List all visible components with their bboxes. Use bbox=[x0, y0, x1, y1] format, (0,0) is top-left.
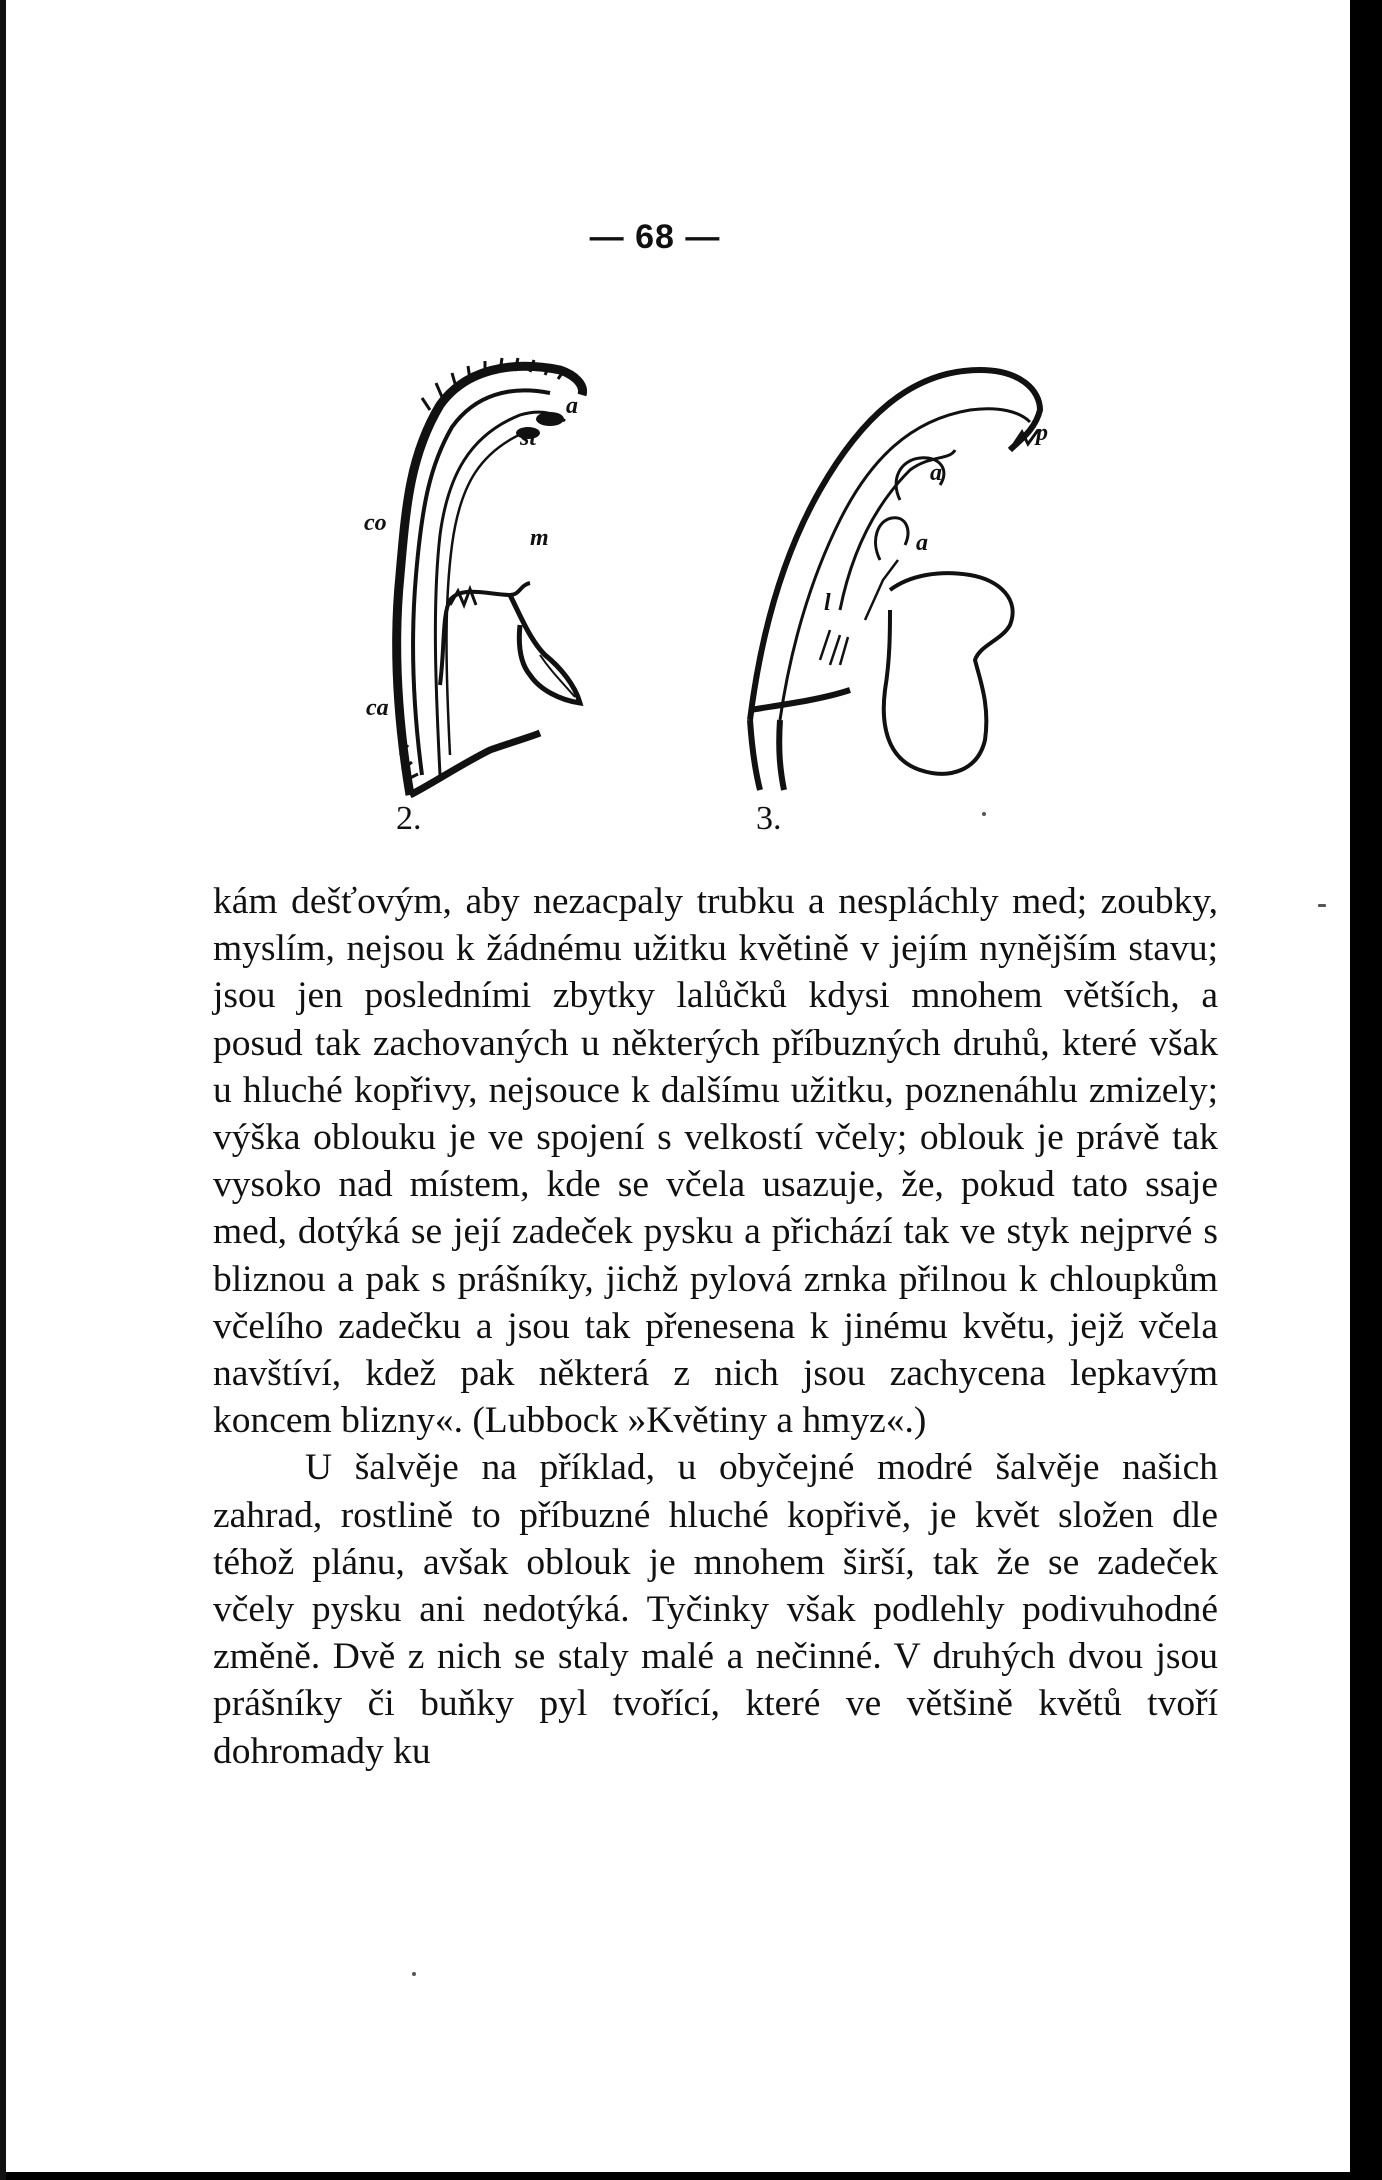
page-number: — 68 — bbox=[589, 218, 721, 256]
fig2-label-co: co bbox=[364, 510, 387, 536]
print-speck bbox=[982, 812, 986, 816]
fig2-label-a: a bbox=[566, 393, 578, 419]
figure-2-illustration bbox=[364, 355, 610, 795]
fig3-label-l: l bbox=[824, 590, 831, 616]
fig3-label-a-lower: a bbox=[916, 530, 928, 556]
print-speck bbox=[1318, 904, 1326, 907]
figure-3-illustration bbox=[740, 360, 1100, 800]
paragraph-2: U šalvěje na příklad, u obyčejné modré šalvěje našich zahrad, rostlině to příbuzné hluché kopřivě, je květ složen dle téhož plánu, avšak oblouk je mnohem širší, tak že se zadeček včely pysku ani nedotýká. Tyčinky však podlehly podivuhodné změně. Dvě z nich se staly malé a nečinné. V druhých dvou jsou prášníky či buňky pyl tvořící, které ve většině květů tvoří dohromady ku bbox=[213, 1447, 1218, 1772]
print-speck bbox=[412, 1972, 416, 1976]
figure-3-caption: 3. bbox=[756, 800, 782, 837]
fig2-label-st: st bbox=[520, 425, 537, 451]
figure-2-drawing bbox=[364, 355, 610, 795]
figure-2-caption: 2. bbox=[396, 800, 422, 837]
body-text bbox=[213, 878, 1218, 1775]
fig2-label-ca: ca bbox=[366, 695, 389, 721]
page-edge-shadow bbox=[0, 0, 6, 2180]
paragraph-1: kám dešťovým, aby nezacpaly trubku a nespláchly med; zoubky, myslím, nejsou k žádnému užitku květině v jejím nynějším stavu; jsou jen posledními zbytky lalůčků kdysi mnohem větších, a posud tak zachovaných u některých příbuzných druhů, které však u hluché kopřivy, nejsouce k dalšímu užitku, poznenáhlu zmizely; výška oblouku je ve spojení s velkostí včely; oblouk je právě tak vysoko nad místem, kde se včela usazuje, že, pokud tato ssaje med, dotýká se její zadeček pysku a přichází tak ve styk nejprvé s bliznou a pak s prášníky, jichž pylová zrnka přilnou k chloupkům včelího zadečku a jsou tak přenesena k jinému květu, jejž včela navštíví, kdež pak některá z nich jsou zachycena lepkavým koncem blizny«. (Lubbock »Květiny a hmyz«.) bbox=[213, 881, 1218, 1442]
fig3-label-p: p bbox=[1036, 420, 1048, 446]
figure-3-drawing bbox=[740, 360, 1100, 800]
fig3-label-a-upper: a bbox=[930, 460, 942, 486]
fig2-label-m: m bbox=[530, 525, 549, 551]
